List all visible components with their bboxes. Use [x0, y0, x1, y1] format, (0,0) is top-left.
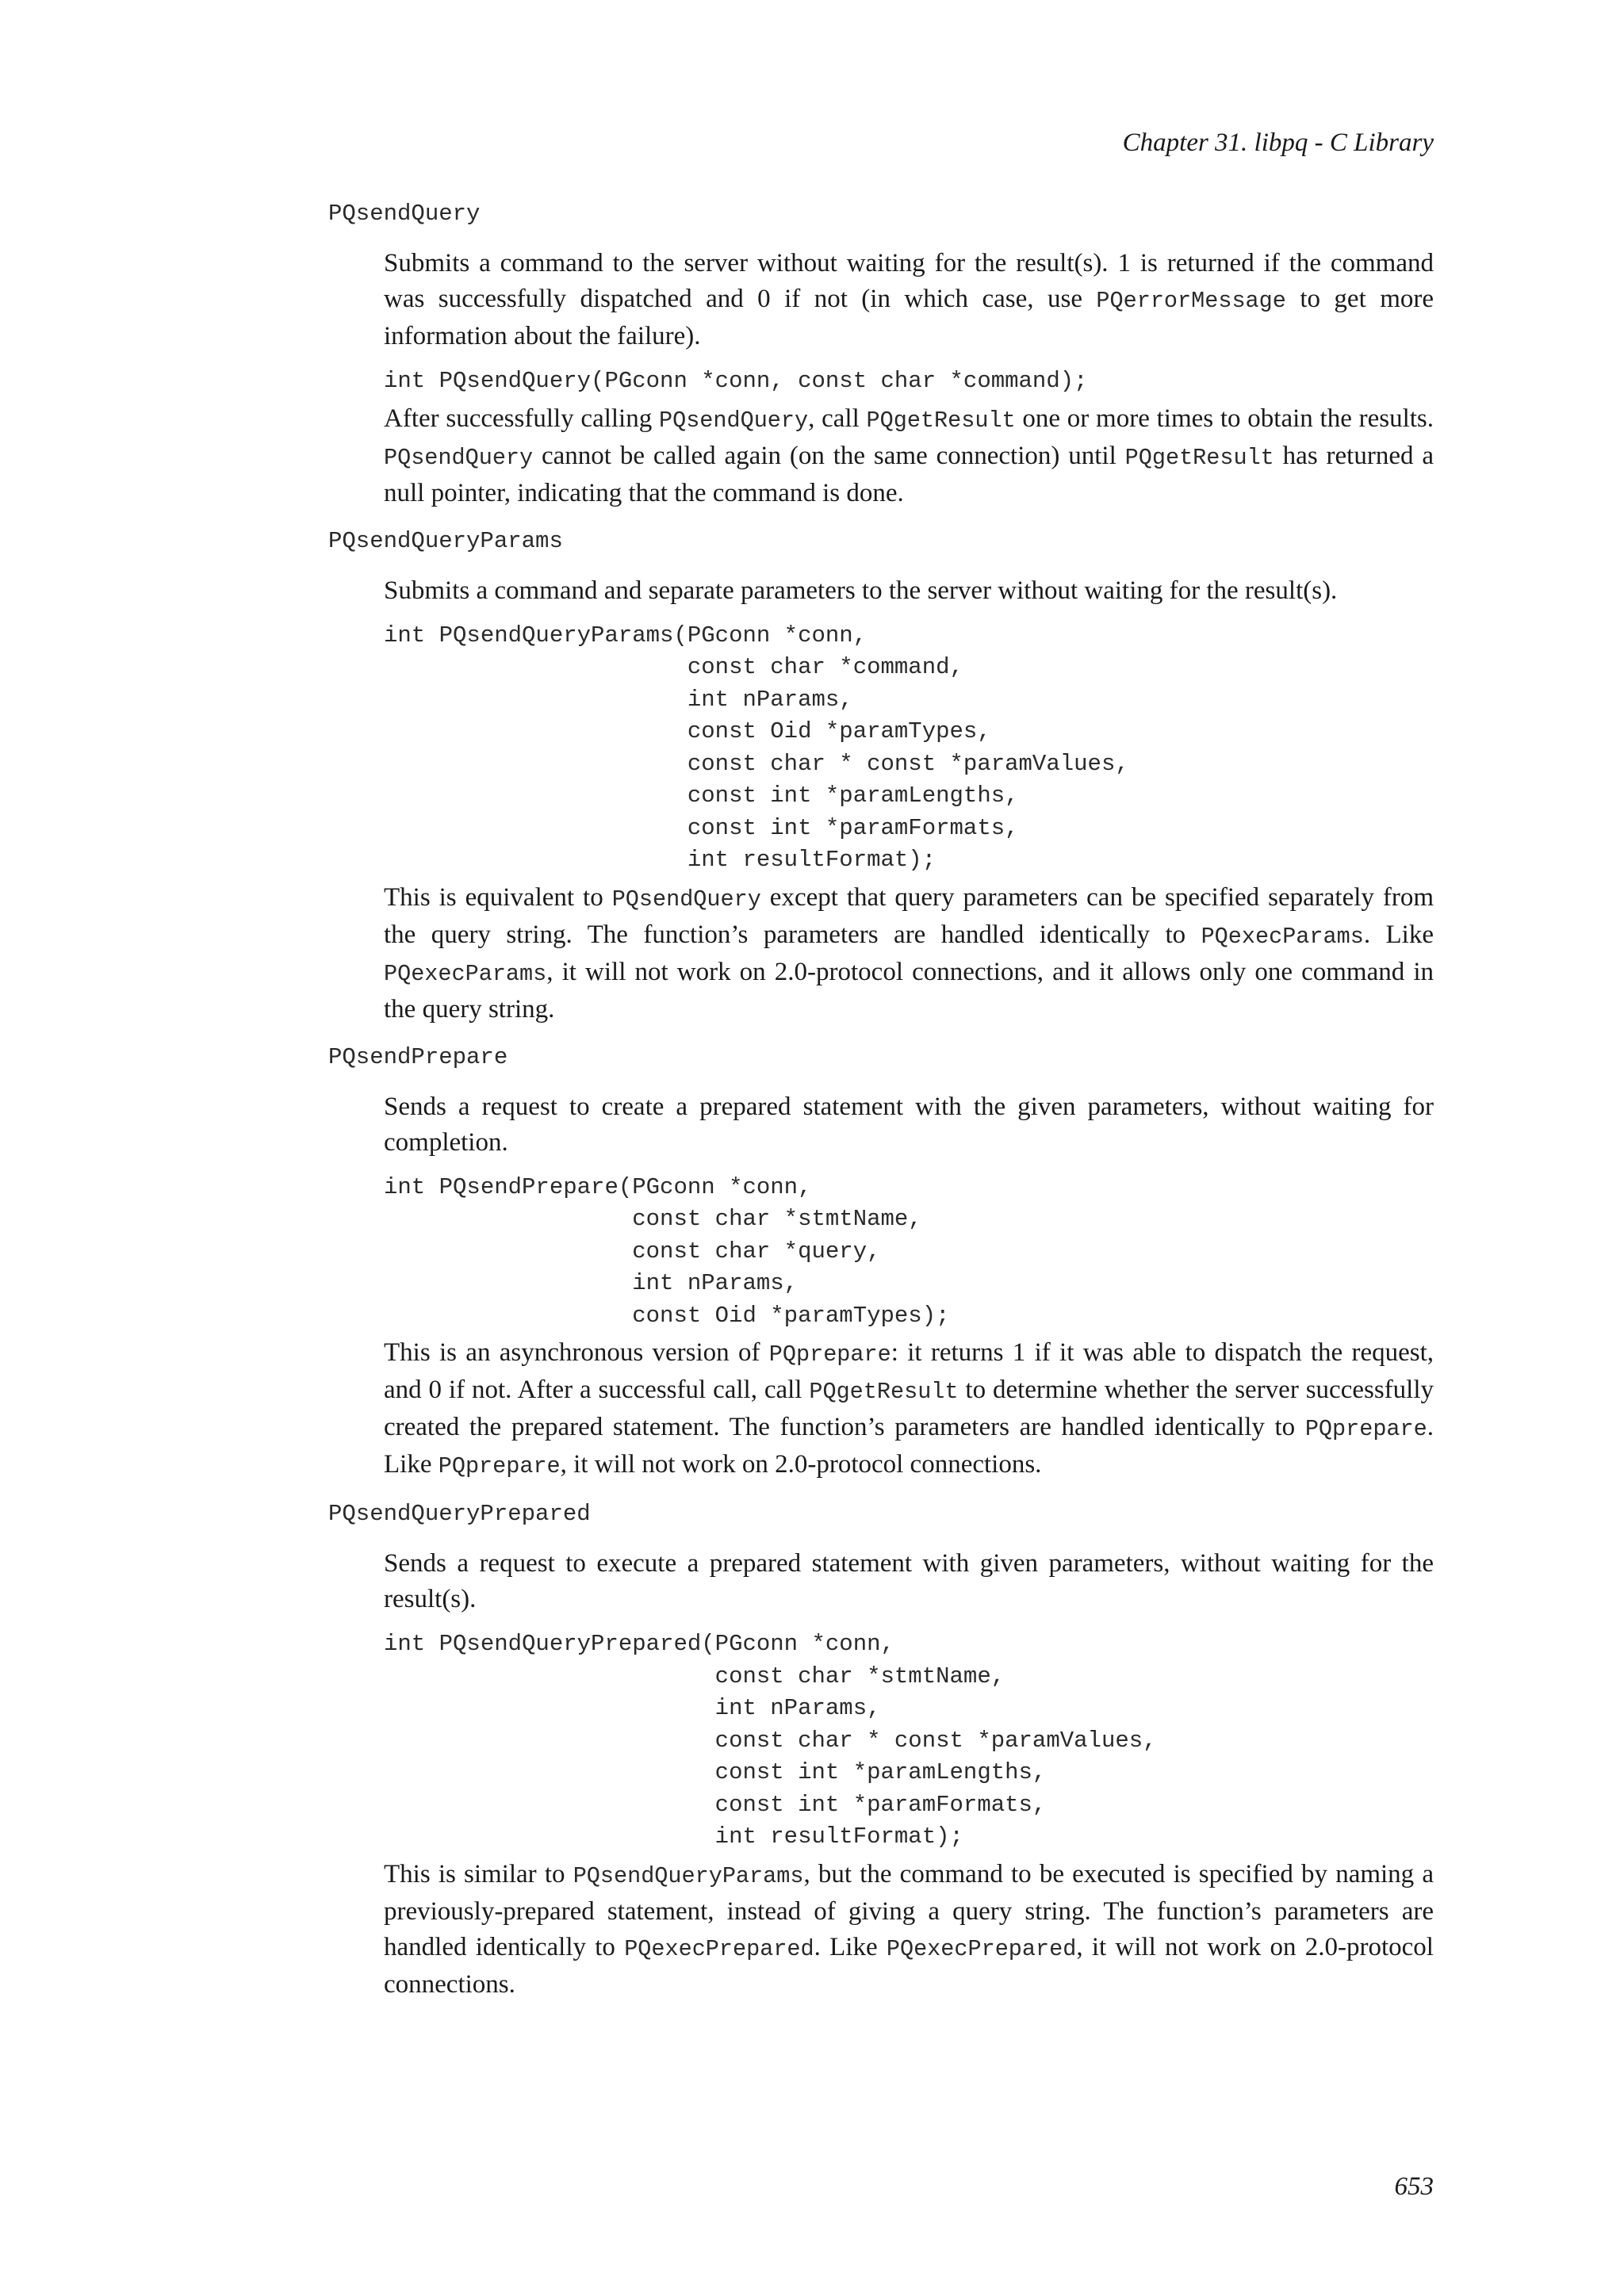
description-paragraph [384, 1335, 1434, 1484]
inline-function-name: PQerrorMessage [1096, 288, 1286, 314]
text-run: Submits a command to the server without waiting for the result(s). 1 is returned if the command was successfully dispatched and 0 if not (in which case, use [384, 249, 1434, 313]
entry-pqsendprepare [328, 1042, 1434, 1485]
inline-function-name: PQexecPrepared [886, 1935, 1077, 1962]
text-run: , it will not work on 2.0-protocol connections. [560, 1450, 1042, 1479]
inline-function-name: PQsendQueryParams [573, 1862, 804, 1889]
inline-function-name: PQgetResult [809, 1379, 959, 1405]
inline-function-name: PQsendQuery [658, 407, 809, 434]
function-synopsis: int PQsendPrepare(PGconn *conn, const char *stmtName, const char *query, int nParams, const Oid *paramTypes); [384, 1173, 950, 1329]
entry-pqsendquery [328, 198, 1434, 511]
description-paragraph [384, 880, 1434, 1027]
inline-function-name: PQsendQuery [611, 886, 761, 913]
text-run: , call [808, 404, 867, 433]
description-paragraph [384, 573, 1434, 609]
function-synopsis: int PQsendQuery(PGconn *conn, const char *command); [384, 368, 1088, 394]
text-run: Submits a command and separate parameters to the server without waiting for the result(s). [384, 576, 1338, 605]
text-run: to get more information about the failure). [384, 285, 1434, 350]
function-term: PQsendPrepare [328, 1043, 508, 1070]
description-paragraph [384, 1857, 1434, 2003]
inline-function-name: PQexecParams [384, 960, 547, 987]
entry-pqsendqueryparams [328, 526, 1434, 1027]
inline-function-name: PQprepare [768, 1341, 891, 1368]
inline-function-name: PQprepare [438, 1453, 561, 1479]
text-run: Sends a request to create a prepared statement with the given parameters, without waiting for completion. [384, 1092, 1434, 1157]
function-synopsis: int PQsendQueryParams(PGconn *conn, const char *command, int nParams, const Oid *paramTypes, const char * const *paramValues, const int *paramLengths, const int *paramFormats, int resultFormat); [384, 622, 1129, 873]
description-paragraph [384, 246, 1434, 354]
text-run: : it returns 1 if it was able to dispatch the request, and 0 if not. After a successful call, call [384, 1338, 1434, 1404]
function-synopsis: int PQsendQueryPrepared(PGconn *conn, const char *stmtName, int nParams, const char * const *paramValues, const int *paramLengths, const int *paramFormats, int resultFormat); [384, 1631, 1157, 1850]
text-run: This is similar to [384, 1859, 573, 1888]
description-paragraph [384, 1546, 1434, 1617]
text-run: . Like [814, 1932, 887, 1961]
inline-function-name: PQprepare [1304, 1416, 1427, 1442]
text-run: After successfully calling [384, 404, 659, 433]
function-term: PQsendQueryParams [328, 527, 563, 554]
text-run: to determine whether the server successfully created the prepared statement. The function’s parameters are handled identically to [384, 1376, 1434, 1441]
function-term: PQsendQueryPrepared [328, 1501, 591, 1527]
function-list [328, 198, 1434, 2003]
text-run: , it will not work on 2.0-protocol connections. [384, 1932, 1434, 1999]
running-header: Chapter 31. libpq - C Library [1122, 128, 1434, 157]
function-definition [384, 1089, 1434, 1485]
text-run: , but the command to be executed is specified by naming a previously-prepared statement, instead of giving a query string. The function’s parameters are handled identically to [384, 1859, 1434, 1961]
text-run: one or more times to obtain the results. [1015, 404, 1434, 433]
inline-function-name: PQgetResult [866, 407, 1016, 434]
text-run: . Like [384, 1413, 1434, 1479]
text-run: This is equivalent to [384, 882, 612, 912]
description-paragraph [384, 401, 1434, 511]
function-term: PQsendQuery [328, 201, 481, 227]
function-definition [384, 246, 1434, 511]
function-definition [384, 573, 1434, 1027]
inline-function-name: PQgetResult [1124, 444, 1274, 471]
text-run: except that query parameters can be specified separately from the query string. The function’s parameters are handled identically to [384, 882, 1434, 949]
page-number: 653 [1394, 2172, 1434, 2201]
description-paragraph [384, 1089, 1434, 1161]
text-run: Sends a request to execute a prepared statement with given parameters, without waiting for the result(s). [384, 1549, 1434, 1613]
inline-function-name: PQexecPrepared [624, 1935, 814, 1962]
inline-function-name: PQsendQuery [384, 444, 534, 471]
entry-pqsendqueryprepared [328, 1498, 1434, 2003]
text-run: has returned a null pointer, indicating that the command is done. [384, 441, 1434, 507]
text-run: . Like [1363, 920, 1434, 949]
text-run: , it will not work on 2.0-protocol connections, and it allows only one command in the query string. [384, 957, 1434, 1024]
function-definition [384, 1546, 1434, 2003]
text-run: This is an asynchronous version of [384, 1338, 769, 1367]
inline-function-name: PQexecParams [1201, 923, 1364, 950]
text-run: cannot be called again (on the same connection) until [533, 441, 1125, 470]
